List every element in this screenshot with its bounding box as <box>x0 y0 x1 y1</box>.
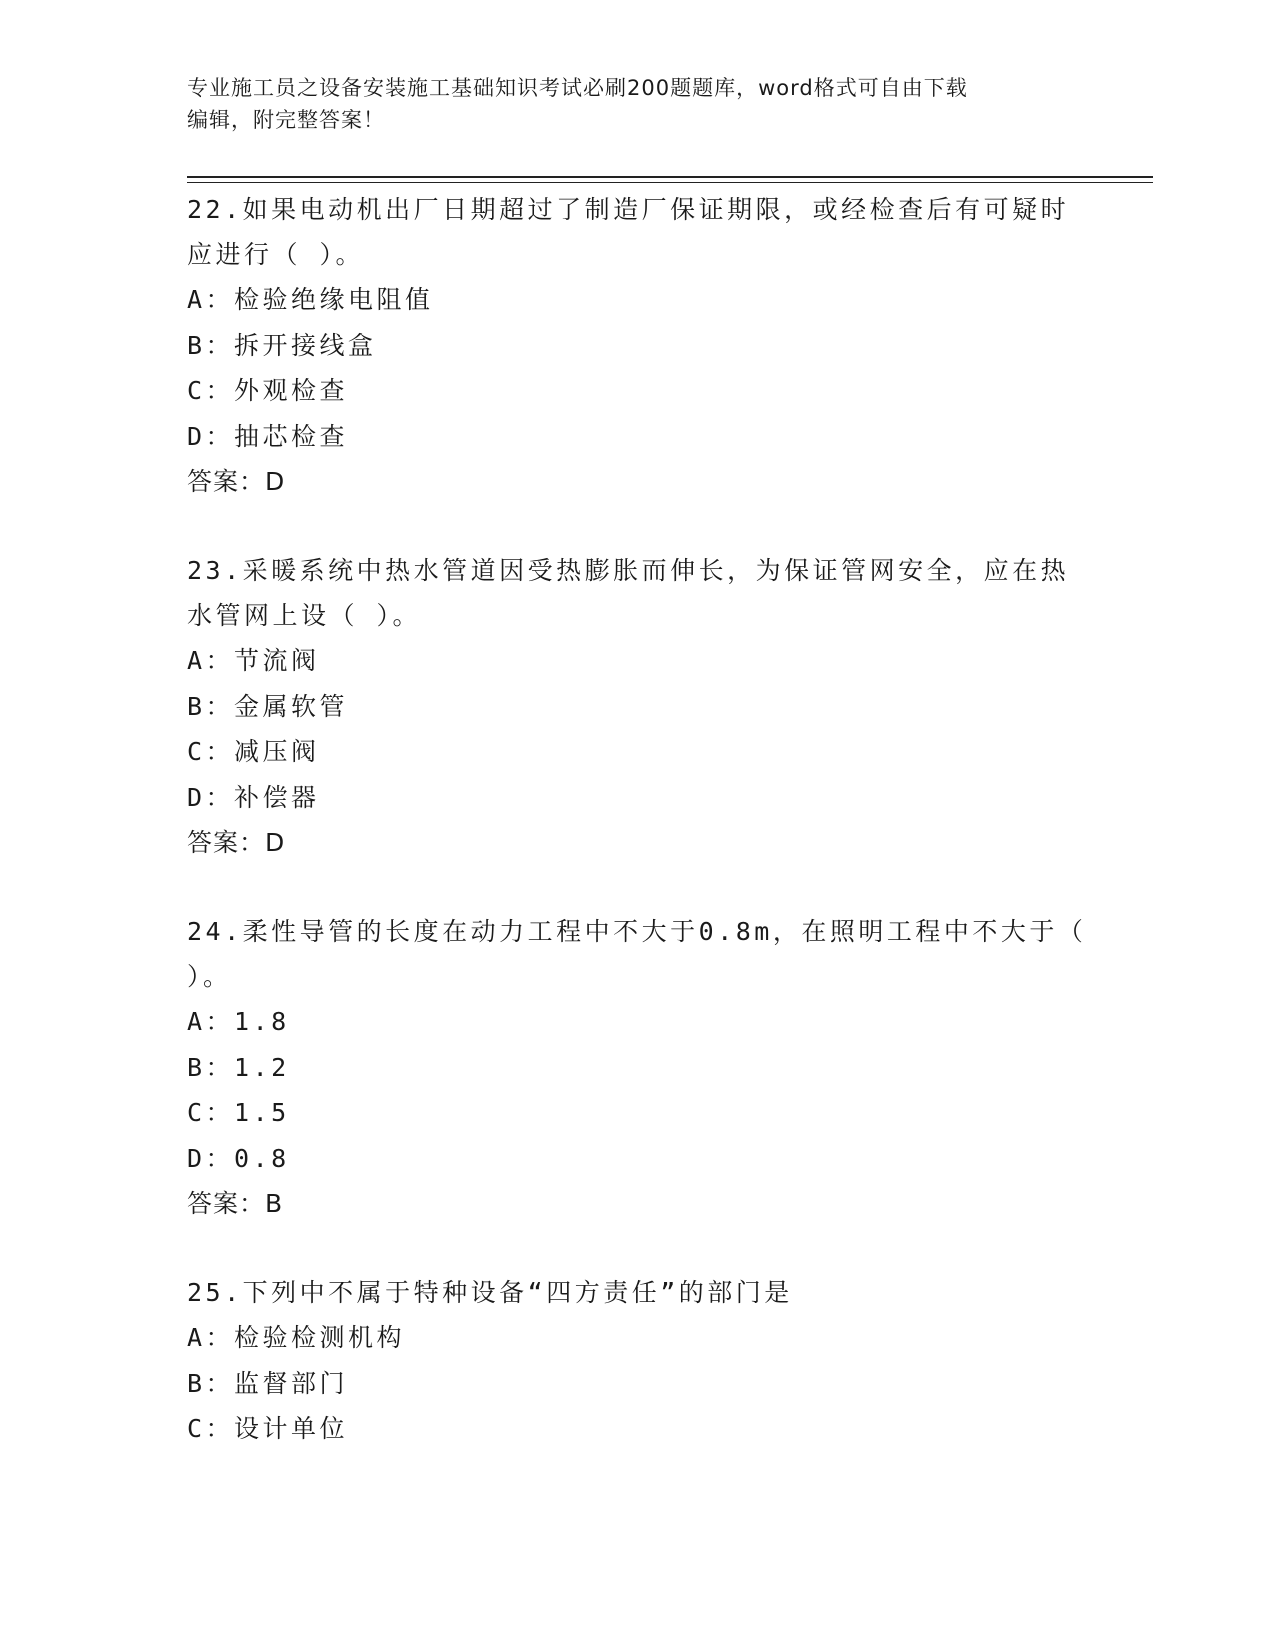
answer: 答案：D <box>187 467 286 496</box>
option-d: D：0.8 <box>187 1143 290 1173</box>
option-a: A：检验检测机构 <box>187 1323 406 1352</box>
option-b: B：监督部门 <box>187 1368 349 1398</box>
question-stem-line: 应进行（ ）。 <box>187 240 365 269</box>
question-stem <box>187 1270 1087 1315</box>
option-b: B：1.2 <box>187 1052 290 1082</box>
option-c: C：外观检查 <box>187 376 349 405</box>
option-d: D：补偿器 <box>187 782 320 812</box>
question-stem-line: 水管网上设（ ）。 <box>187 601 422 630</box>
question-stem-line: ）。 <box>187 962 232 991</box>
option-b: B：拆开接线盒 <box>187 330 377 360</box>
question-stem-line: 24.柔性导管的长度在动力工程中不大于0.8m，在照明工程中不大于（ <box>187 917 1087 946</box>
option-d: D：抽芯检查 <box>187 421 349 451</box>
option-a: A：节流阀 <box>187 646 320 675</box>
question-stem <box>187 548 1087 638</box>
question-list <box>187 187 1087 1496</box>
option-b: B：金属软管 <box>187 691 349 721</box>
question-stem-line: 23.采暖系统中热水管道因受热膨胀而伸长，为保证管网安全，应在热 <box>187 556 1070 585</box>
question-stem-line: 25.下列中不属于特种设备“四方责任”的部门是 <box>187 1278 793 1307</box>
answer: 答案：D <box>187 828 286 857</box>
question-22 <box>187 187 1087 504</box>
question-stem <box>187 909 1087 999</box>
question-24 <box>187 909 1087 1226</box>
header-divider-thin <box>187 182 1153 183</box>
question-23 <box>187 548 1087 865</box>
question-stem-line: 22.如果电动机出厂日期超过了制造厂保证期限，或经检查后有可疑时 <box>187 195 1070 224</box>
question-25 <box>187 1270 1087 1452</box>
option-c: C：1.5 <box>187 1098 290 1127</box>
option-a: A：检验绝缘电阻值 <box>187 285 434 314</box>
header-line-2: 编辑，附完整答案！ <box>187 108 385 132</box>
question-stem <box>187 187 1087 277</box>
document-header <box>187 72 1067 136</box>
answer: 答案：B <box>187 1189 284 1218</box>
option-c: C：减压阀 <box>187 737 320 766</box>
header-line-1: 专业施工员之设备安装施工基础知识考试必刷200题题库，word格式可自由下载 <box>187 76 968 100</box>
option-c: C：设计单位 <box>187 1414 349 1443</box>
header-divider-thick <box>187 176 1153 178</box>
option-a: A：1.8 <box>187 1007 290 1036</box>
